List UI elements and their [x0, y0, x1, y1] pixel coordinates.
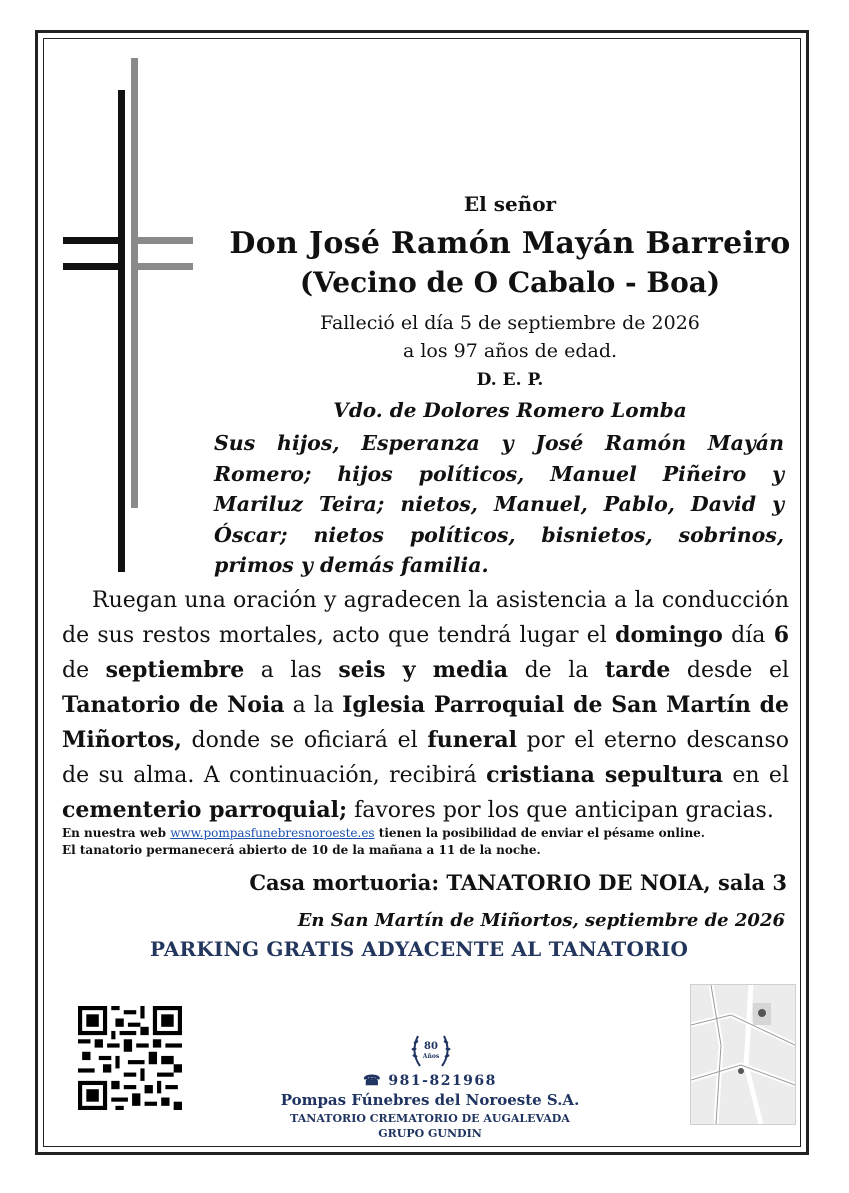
web-note: En nuestra web www.pompasfunebresnoroeste.es tienen la posibilidad de enviar el pésame online. [62, 826, 705, 840]
residence: (Vecino de O Cabalo - Boa) [299, 266, 721, 299]
location-map[interactable] [690, 984, 796, 1125]
website-link[interactable]: www.pompasfunebresnoroeste.es [170, 826, 375, 840]
dep: D. E. P. [476, 370, 544, 390]
cross-icon [60, 58, 200, 578]
casa-mortuoria: Casa mortuoria: TANATORIO DE NOIA, sala 3 [249, 870, 787, 895]
place-date: En San Martín de Miñortos, septiembre de 2026 [297, 910, 785, 931]
intro-text: El señor [463, 192, 557, 216]
qr-code[interactable] [78, 1006, 182, 1110]
hours-note: El tanatorio permanecerá abierto de 10 de la mañana a 11 de la noche. [62, 843, 541, 857]
parking-notice: PARKING GRATIS ADYACENTE AL TANATORIO [150, 937, 689, 961]
phone-line [280, 1073, 580, 1089]
logo-number: 80 [424, 1041, 438, 1052]
deceased-name: Don José Ramón Mayán Barreiro [229, 226, 791, 261]
widower-of: Vdo. de Dolores Romero Lomba [333, 398, 687, 422]
phone-number[interactable]: 981-821968 [388, 1073, 497, 1089]
age: a los 97 años de edad. [402, 340, 618, 362]
family-list: Sus hijos, Esperanza y José Ramón Mayán Romero; hijos políticos, Manuel Piñeiro y Mariluz Teira; nietos, Manuel, Pablo, David y Óscar; nietos políticos, bisnietos, sobrinos, primos y demás familia. [214, 431, 784, 577]
telephone-icon: ☎ [363, 1073, 383, 1089]
group-name: GRUPO GUNDIN [378, 1127, 482, 1140]
company-name: Pompas Fúnebres del Noroeste S.A. [280, 1091, 580, 1109]
anniversary-logo [408, 1030, 454, 1070]
death-date: Falleció el día 5 de septiembre de 2026 [320, 312, 700, 334]
tanatorio-name: TANATORIO CREMATORIO DE AUGALEVADA [290, 1112, 570, 1125]
ceremony-paragraph: Ruegan una oración y agradecen la asistencia a la conducción de sus restos mortales, acto que tendrá lugar el domingo día 6 de septiembre a las seis y media de la tarde desde el Tanatorio de Noia a la Iglesia Parroquial de San Martín de Miñortos, donde se oficiará el funeral por el eterno descanso de su alma. A continuación, recibirá cristiana sepultura en el cementerio parroquial; favores por los que anticipan gracias. [62, 588, 790, 823]
logo-text: Años [422, 1053, 440, 1060]
